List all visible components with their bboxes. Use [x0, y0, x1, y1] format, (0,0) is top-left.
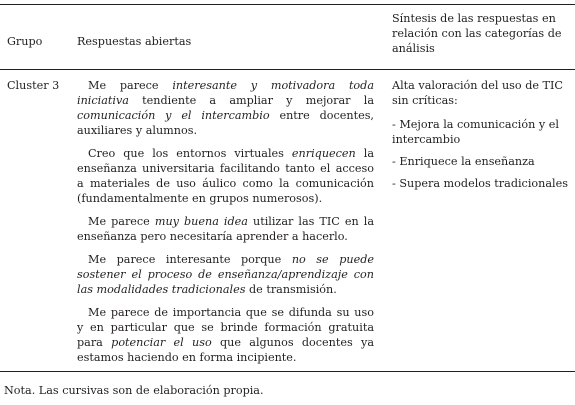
header-grupo: Grupo [7, 35, 43, 48]
text-segment: que algunos docentes ya estamos haciendo en forma incipiente. [77, 336, 374, 364]
synthesis-item: - Supera modelos tradicionales [392, 177, 568, 190]
text-segment: Me parece [88, 215, 155, 228]
italic-segment: muy buena idea [154, 215, 248, 228]
response-paragraph [77, 214, 374, 244]
text-segment: de transmisión. [245, 283, 337, 296]
table-bottom-rule [0, 371, 575, 372]
synthesis-cell [392, 78, 570, 198]
response-paragraph [77, 252, 374, 297]
text-segment: Creo que los entornos virtuales [88, 147, 292, 160]
header-respuestas: Respuestas abiertas [77, 35, 192, 48]
text-segment: entre docentes, auxiliares y alumnos. [77, 109, 374, 137]
italic-segment: no se puede sostener el proceso de enseñanza/aprendizaje con las modalidades tradicionales [77, 253, 374, 296]
response-paragraph [77, 146, 374, 206]
table-note: Nota. Las cursivas son de elaboración propia. [4, 384, 264, 397]
italic-segment: enriquecen [291, 147, 356, 160]
header-sintesis: Síntesis de las respuestas en relación con las categorías de análisis [392, 12, 562, 55]
text-segment: la enseñanza universitaria facilitando tanto el acceso a materiales de uso áulico como la comunicación (fundamentalmente en grupos numerosos). [77, 147, 374, 205]
table-top-rule [0, 4, 575, 5]
text-segment: tendiente a ampliar y mejorar la [128, 94, 374, 107]
text-segment: utilizar las TIC en la enseñanza pero necesitaría aprender a hacerlo. [77, 215, 374, 243]
italic-segment: potenciar el uso [111, 336, 212, 349]
italic-segment: comunicación y el intercambio [77, 109, 270, 122]
text-segment: Me parece de importancia que se difunda su uso y en particular que se brinde formación gratuita para [77, 306, 374, 349]
table-header-rule [0, 69, 575, 70]
synthesis-item: - Mejora la comunicación y el intercambio [392, 118, 559, 146]
text-segment: Me parece interesante porque [88, 253, 292, 266]
text-segment: Me parece [88, 79, 173, 92]
response-paragraph [77, 78, 374, 138]
responses-cell [77, 78, 374, 373]
synthesis-item: - Enriquece la enseñanza [392, 155, 535, 168]
response-paragraph [77, 305, 374, 365]
group-cell: Cluster 3 [7, 79, 60, 92]
synthesis-intro: Alta valoración del uso de TIC sin críticas: [392, 79, 563, 107]
italic-segment: interesante y motivadora toda iniciativa [77, 79, 375, 107]
